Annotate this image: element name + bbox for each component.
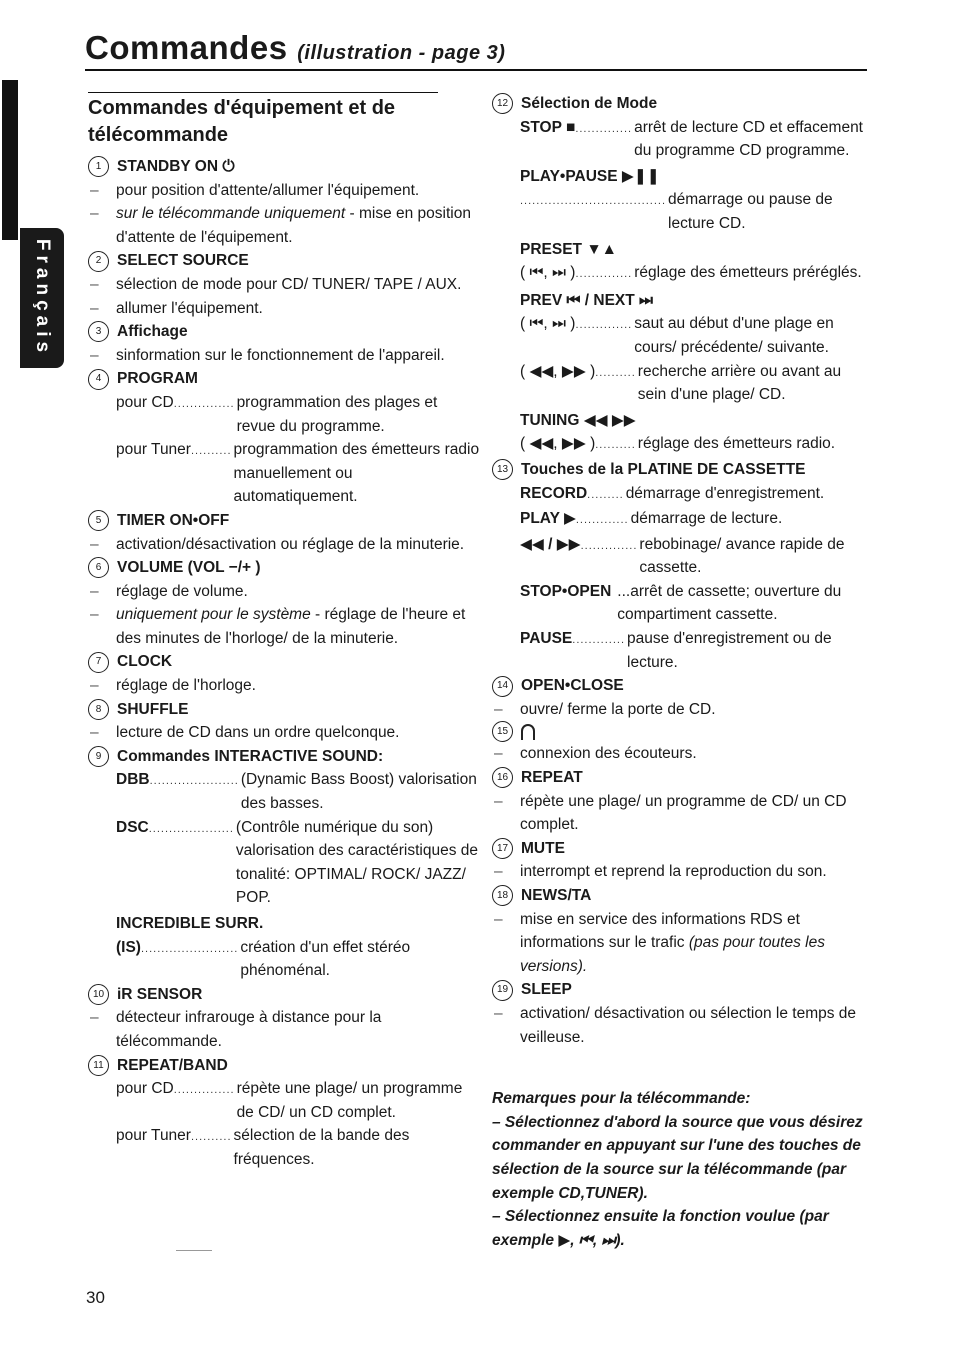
item-heading-10 [88,983,480,1007]
leader-dots: .......... [595,439,636,452]
desc-text-rest: - réglage de l'heure et des minutes de l'horloge/ de la minuterie. [116,606,466,647]
desc-line: – réglage de volume. [88,580,480,604]
item-number: 17 [492,838,513,859]
entry-value: réglage des émetteurs préréglés. [634,264,862,282]
key-entry [492,627,872,674]
entry-value: (Contrôle numérique du son) valorisation des caractéristiques de tonalité: OPTIMAL/ ROCK/ JAZZ/ POP. [235,818,479,907]
desc-line: – interrompt et reprend la reproduction du son. [492,860,872,884]
section-title: Commandes d'équipement et de télécommande [88,92,438,149]
italic-text: sur le télécommande uniquement [116,205,346,223]
left-column [88,92,480,1172]
entry-key: ( ◀◀, ▶▶ ) [520,435,596,453]
leader-dots: ..................... [148,822,234,835]
desc-line: – uniquement pour le système - réglage de l'heure et des minutes de l'horloge/ de la minuterie. [88,603,480,650]
entry-value: démarrage de lecture. [630,510,783,528]
leader-dots: .............. [580,539,638,552]
sub-title: PRESET ▼▲ [520,240,618,258]
key-entry [88,391,480,438]
item-heading-6 [88,556,480,580]
desc-line: – sinformation sur le fonctionnement de l'appareil. [88,344,480,368]
item-number: 13 [492,459,513,480]
item-heading-18 [492,884,872,908]
heading-text: CLOCK [117,653,173,671]
key-entry [492,360,872,407]
entry-key: pour CD [116,393,174,411]
entry-value: programmation des émetteurs radio manuellement ou automatiquement. [233,441,480,506]
key-entry [492,533,872,580]
key-entry [492,482,872,508]
heading-text: Commandes [117,747,211,765]
entry-key: STOP•OPEN [520,582,612,600]
leader-dots: .......... [595,366,636,379]
heading-text: TIMER ON•OFF [117,511,230,529]
item-heading-15 [492,721,872,742]
entry-key: ( ⏮, ⏭ ) [520,264,576,282]
footer-rule [176,1250,212,1251]
key-entry [88,438,480,509]
item-number: 7 [88,652,109,673]
sub-title: PREV ⏮ / NEXT ⏭ [520,291,653,309]
item-number: 14 [492,676,513,697]
item-heading-5 [88,509,480,533]
desc-line: – détecteur infrarouge à distance pour la télécommande. [88,1006,480,1053]
item-heading-16 [492,766,872,790]
remark-item: – Sélectionnez d'abord la source que vous désirez commander en appuyant sur l'une des touches de sélection de la source sur la télécommande (par exemple CD,TUNER). [492,1113,863,1202]
heading-text: Affichage [117,323,188,341]
item-number: 2 [88,251,109,272]
leader-dots: ...................... [149,775,239,788]
entry-key: STOP ■ [520,118,576,136]
item-heading-14 [492,674,872,698]
title-subtitle: (illustration - page 3) [297,42,506,64]
desc-line: – répète une plage/ un programme de CD/ un CD complet. [492,790,872,837]
entry-key: PLAY ▶ [520,510,576,528]
entry-key: DBB [116,771,150,789]
entry-value: pause d'enregistrement ou de lecture. [627,630,832,671]
title-text: Commandes [85,29,288,66]
entry-value: arrêt de lecture CD et effacement du programme CD programme. [634,118,863,160]
item-heading-11 [88,1054,480,1078]
desc-line: – réglage de l'horloge. [88,674,480,698]
entry-value: démarrage d'enregistrement. [625,484,825,502]
desc-text: réglage de volume. [116,582,248,600]
desc-text: réglage de l'horloge. [116,677,256,695]
heading-text: REPEAT [521,769,583,787]
heading-text: OPEN•CLOSE [521,677,624,695]
desc-text [116,603,480,650]
key-entry [492,580,872,627]
leader-dots: ......... [587,488,624,501]
entry-key: ( ⏮, ⏭ ) [520,315,576,333]
leader-dots: .............. [575,122,633,135]
item-number: 16 [492,767,513,788]
leader-dots: .......... [190,1131,232,1144]
leader-dots: ........................ [140,942,239,955]
desc-text: sélection de mode pour CD/ TUNER/ TAPE / AUX. [116,275,462,293]
desc-line: – sur le télécommande uniquement - mise en position d'attente de l'équipement. [88,202,480,249]
headphones-icon [521,724,535,740]
entry-key: pour CD [116,1080,174,1098]
item-heading-17 [492,837,872,861]
item-number: 12 [492,93,513,114]
entry-value: démarrage ou pause de lecture CD. [668,191,833,232]
sub-title: PLAY•PAUSE ▶❚❚ [520,167,660,185]
entry-key: ( ◀◀, ▶▶ ) [520,362,596,380]
key-entry [492,312,872,359]
desc-line: – ouvre/ ferme la porte de CD. [492,698,872,722]
entry-value: saut au début d'une plage en cours/ précédente/ suivante. [634,315,834,356]
page-title [85,30,867,66]
language-tab [20,228,64,368]
entry-key: DSC [116,818,149,836]
heading-text: VOLUME (VOL −/+ ) [117,559,261,577]
heading-text: SHUFFLE [117,700,189,718]
desc-text: activation/désactivation ou réglage de la minuterie. [116,535,465,553]
item-number: 18 [492,885,513,906]
entry-value: ...arrêt de cassette; ouverture du compartiment cassette. [617,582,842,624]
desc-line: – connexion des écouteurs. [492,742,872,766]
item-number: 10 [88,984,109,1005]
item-number: 1 [88,156,109,177]
item-number: 3 [88,321,109,342]
entry-key: pour Tuner [116,441,191,459]
key-entry [492,432,872,458]
remarks-block [492,1087,872,1252]
desc-line: – pour position d'attente/allumer l'équipement. [88,179,480,203]
heading-text: SELECT SOURCE [117,252,249,270]
leader-dots: ............... [173,397,235,410]
key-entry [88,768,480,815]
item-heading-19 [492,978,872,1002]
italic-text: uniquement pour le système [116,606,311,624]
sub-title: TUNING ◀◀ ▶▶ [520,411,636,429]
language-tab-label: Français [32,238,53,358]
item-heading-7 [88,650,480,674]
entry-key: RECORD [520,484,588,502]
item-number: 11 [88,1055,109,1076]
item-heading-3 [88,320,480,344]
heading-text: NEWS/TA [521,887,592,904]
entry-key: PAUSE [520,630,573,648]
item-heading-8 [88,698,480,722]
entry-key: ◀◀ / ▶▶ [520,535,581,553]
sub-title: INCREDIBLE SURR. [116,915,264,932]
item-heading-1 [88,155,480,179]
item-number: 8 [88,699,109,720]
item-number: 9 [88,746,109,767]
desc-text-rest: - mise en position d'attente de l'équipement. [116,205,471,246]
desc-text: interrompt et reprend la reproduction du son. [520,863,827,881]
desc-text: activation/ désactivation ou sélection le temps de veilleuse. [520,1004,857,1046]
entry-value: sélection de la bande des fréquences. [233,1127,410,1168]
desc-line: – activation/ désactivation ou sélection le temps de veilleuse. [492,1002,872,1049]
key-entry [492,116,872,163]
remark-item: – Sélectionnez ensuite la fonction voulue (par exemple ▶, ⏮, ⏭). [492,1208,829,1249]
entry-key: pour Tuner [116,1127,191,1145]
entry-key: (IS) [116,938,141,956]
entry-value: recherche arrière ou avant au sein d'une plage/ CD. [637,362,842,404]
entry-value: programmation des plages et revue du programme. [236,393,438,435]
page-number: 30 [86,1288,105,1307]
key-entry [492,507,872,533]
item-number: 4 [88,369,109,390]
desc-text [520,908,872,979]
desc-text: ouvre/ ferme la porte de CD. [520,700,716,718]
entry-value: création d'un effet stéréo phénoménal. [240,938,411,980]
heading-text: iR SENSOR [117,985,203,1003]
item-heading-9 [88,745,480,769]
heading-text: MUTE [521,839,565,857]
item-number: 6 [88,557,109,578]
right-column [492,92,872,1252]
remarks-title: Remarques pour la télécommande: [492,1090,751,1108]
desc-line: – sélection de mode pour CD/ TUNER/ TAPE / AUX. [88,273,480,297]
desc-text [116,202,480,249]
desc-text: connexion des écouteurs. [520,745,697,763]
leader-dots: .............. [575,268,633,281]
heading-text: Touches de la PLATINE DE CASSETTE [521,460,806,478]
desc-line: – mise en service des informations RDS et informations sur le trafic (pas pour toutes les versions). [492,908,872,979]
leader-dots: .............. [575,319,633,332]
leader-dots: ............. [575,514,629,527]
key-entry [492,261,872,287]
key-entry [88,1124,480,1171]
entry-value: réglage des émetteurs radio. [637,435,836,453]
desc-line: – activation/désactivation ou réglage de la minuterie. [88,533,480,557]
desc-text: allumer l'équipement. [116,299,263,317]
left-margin-bar [0,0,20,1345]
desc-line: – allumer l'équipement. [88,297,480,321]
item-heading-13 [492,458,872,482]
desc-text: sinformation sur le fonctionnement de l'appareil. [116,346,445,364]
page-header [85,30,867,66]
entry-value: (Dynamic Bass Boost) valorisation des basses. [240,771,477,813]
key-entry [492,188,872,235]
entry-value: rebobinage/ avance rapide de cassette. [639,535,845,577]
heading-text-caps: INTERACTIVE SOUND: [214,747,384,765]
key-entry [88,1077,480,1124]
entry-value: répète une plage/ un programme de CD/ un CD complet. [236,1080,463,1121]
heading-text: PROGRAM [117,370,198,388]
heading-text: REPEAT/BAND [117,1056,228,1074]
desc-text: répète une plage/ un programme de CD/ un CD complet. [520,792,847,834]
heading-text: Sélection de Mode [521,95,658,112]
item-heading-2 [88,249,480,273]
item-number: 5 [88,510,109,531]
item-number: 15 [492,721,513,742]
desc-line: – lecture de CD dans un ordre quelconque. [88,721,480,745]
key-entry [88,816,480,910]
heading-text: SLEEP [521,981,572,999]
heading-text: STANDBY ON ⏻ [117,158,235,175]
desc-text-main: mise en service des informations RDS et informations sur le trafic [520,910,800,952]
leader-dots: ............... [173,1084,235,1097]
item-heading-4 [88,367,480,391]
item-heading-12 [492,92,872,116]
desc-text: détecteur infrarouge à distance pour la télécommande. [116,1009,382,1050]
italic-text: (pas pour toutes les versions). [520,934,825,975]
leader-dots: .......... [190,445,232,458]
desc-text: lecture de CD dans un ordre quelconque. [116,724,400,742]
leader-dots: .................................... [520,195,667,208]
leader-dots: ............. [572,634,625,647]
desc-text: pour position d'attente/allumer l'équipement. [116,181,420,199]
key-entry [88,936,480,983]
header-rule [85,69,867,71]
item-number: 19 [492,980,513,1001]
